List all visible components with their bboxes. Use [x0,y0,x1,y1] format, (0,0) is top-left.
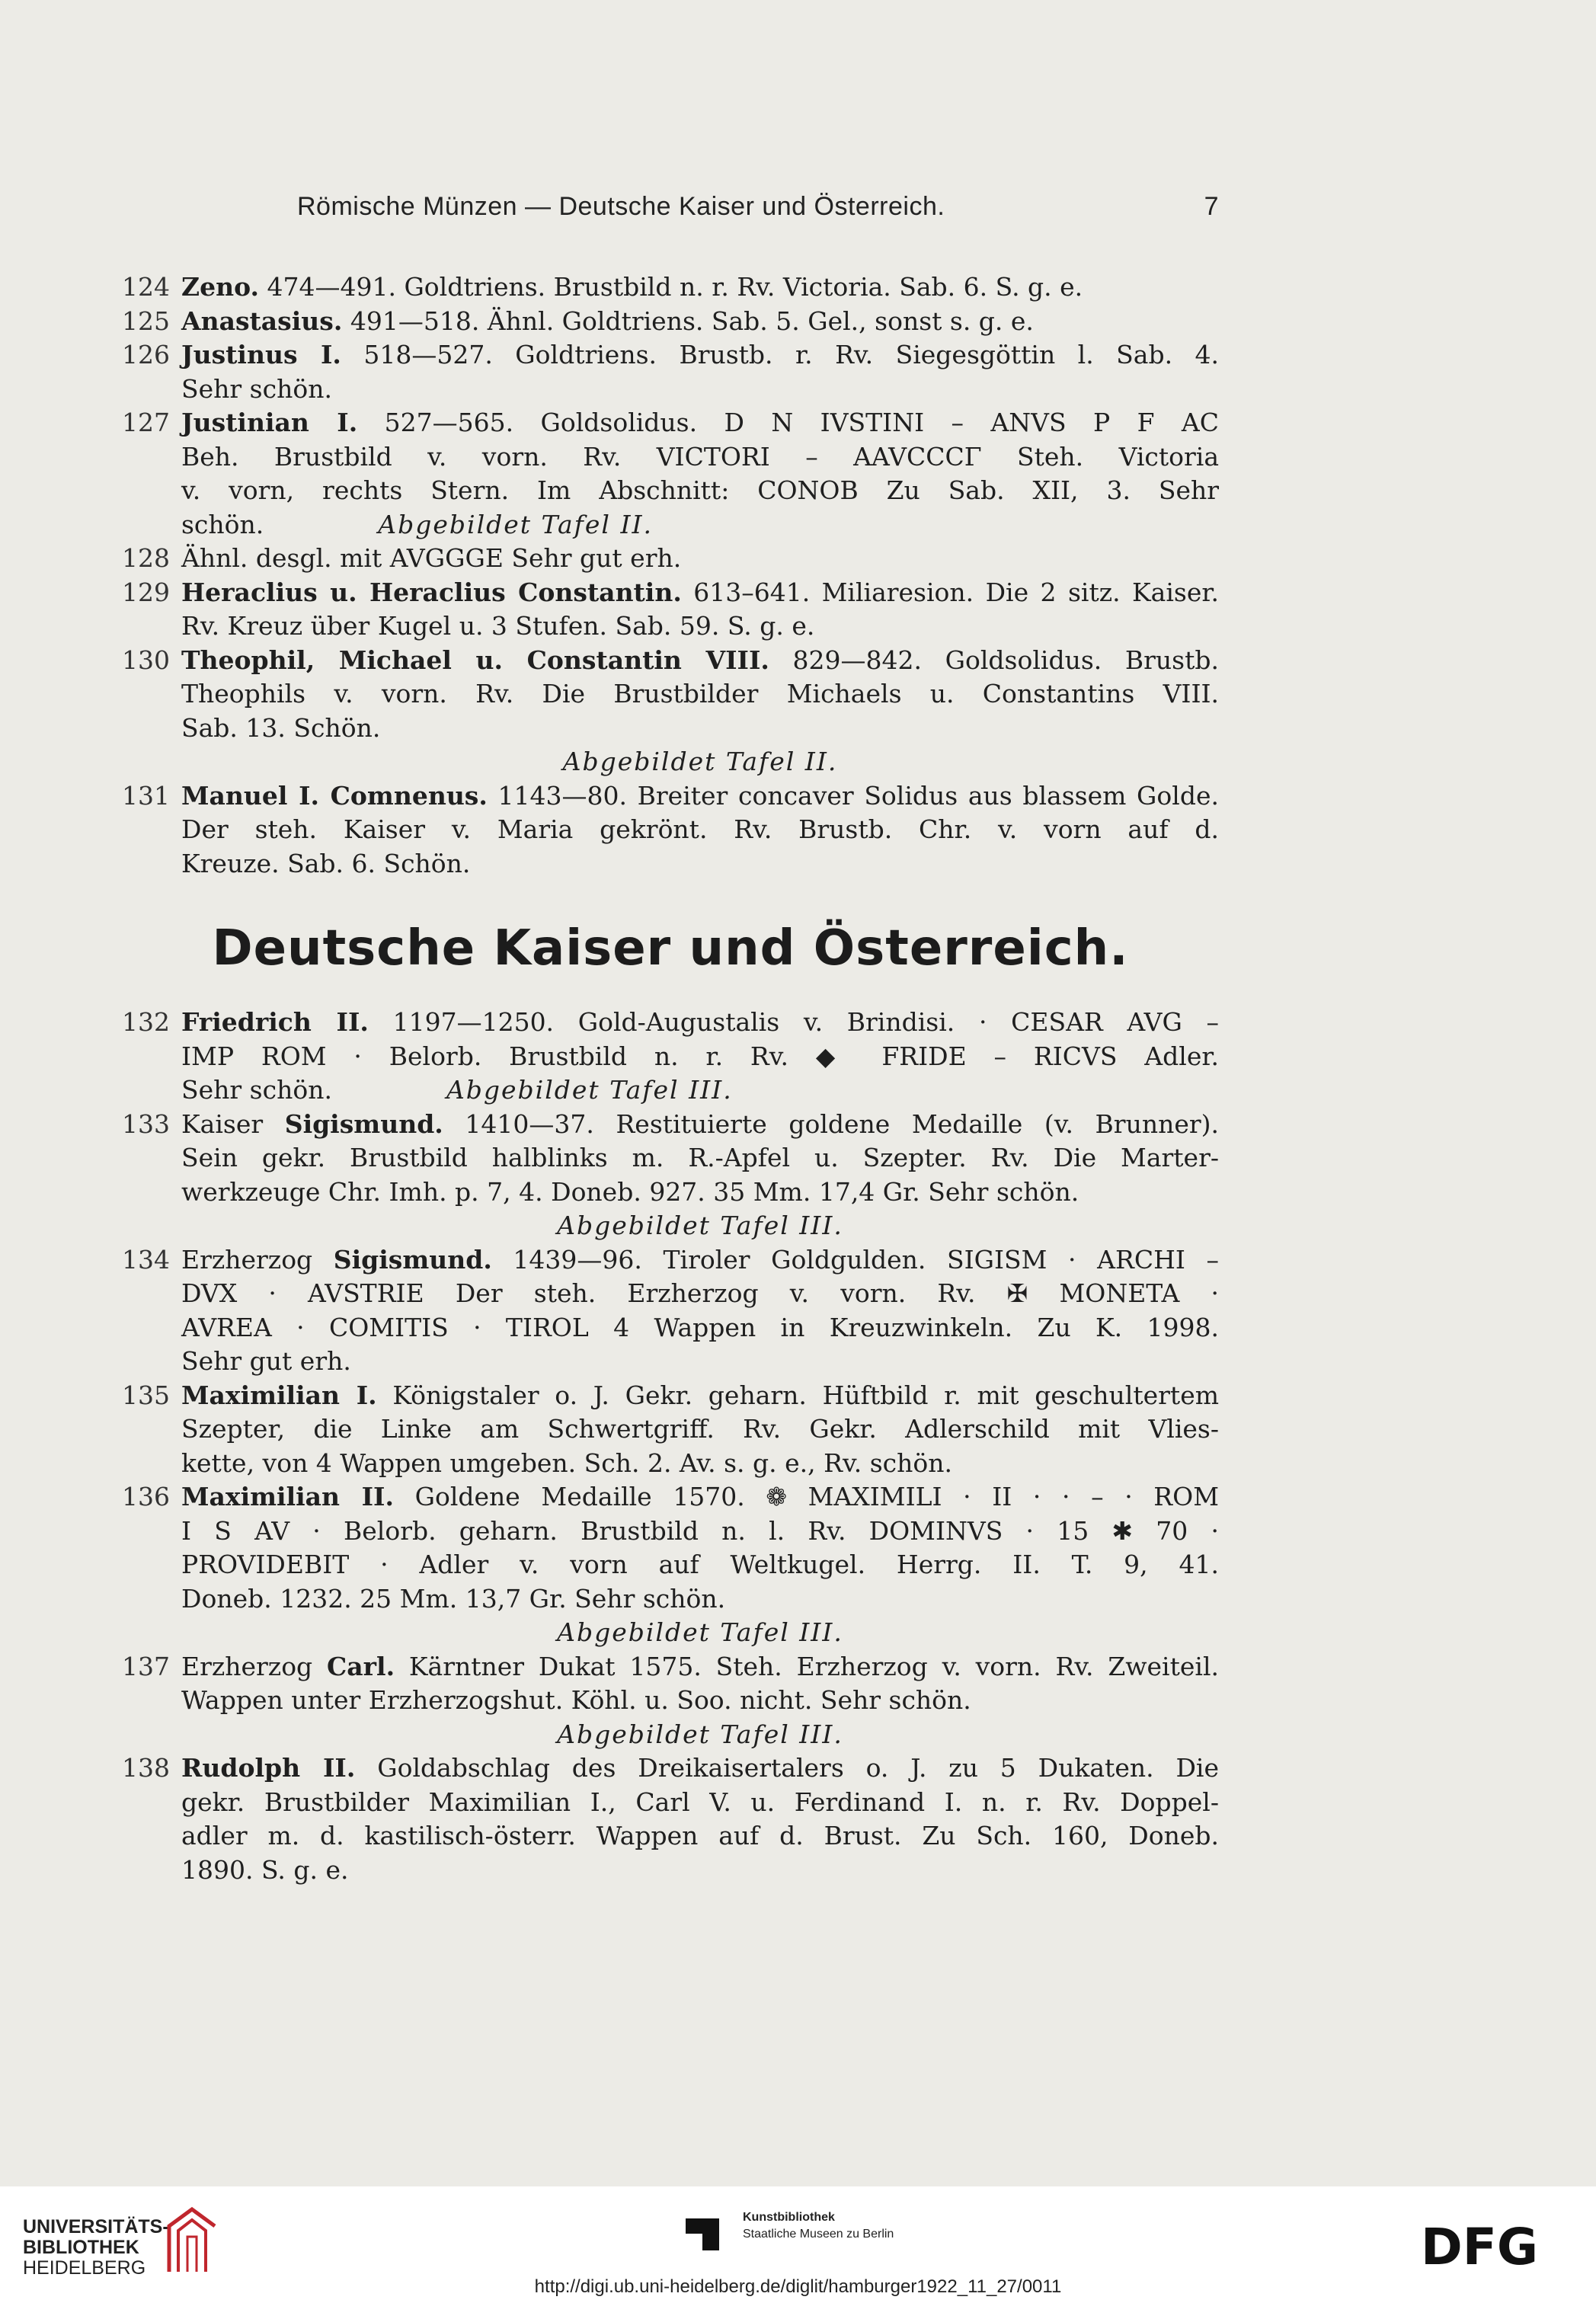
ruler-name: Carl. [327,1651,395,1681]
entry-line [181,440,1219,475]
entry-description [181,1480,1219,1650]
entry-text: Königstaler o. J. Gekr. geharn. Hüftbild r. mit geschultertem [376,1380,1220,1410]
entry-line [181,1650,1219,1684]
entry-text: v. vorn, rechts Stern. Im Abschnitt: CONOB Zu Sab. XII, 3. Sehr [181,475,1219,505]
entry-line [181,1345,1219,1379]
catalogue-entry [122,1108,1219,1243]
catalogue-entry [122,779,1219,881]
dfg-logo-text: DFG [1421,2223,1539,2269]
ub-heidelberg-logo-icon [162,2203,222,2276]
ub-line-2: BIBLIOTHEK [23,2237,139,2258]
entry-text: Goldene Medaille 1570. ❁ MAXIMILI · II · · – · ROM [393,1482,1219,1511]
plate-reference: Abgebildet Tafel III. [557,1211,843,1240]
catalogue-entry [122,1650,1219,1752]
entry-text: Sehr gut erh. [181,1346,351,1376]
catalogue-entry [122,1751,1219,1887]
entry-text: 1197—1250. Gold-Augustalis v. Brindisi. · CESAR AVG – [368,1007,1219,1037]
entry-text: kette, von 4 Wappen umgeben. Sch. 2. Av. s. g. e., Rv. schön. [181,1447,952,1478]
ruler-name: Sigismund. [333,1244,492,1275]
entry-text: Kärntner Dukat 1575. Steh. Erzherzog v. vorn. Rv. Zweiteil. [395,1651,1220,1681]
entry-line [181,508,1219,542]
catalogue-entry [122,1006,1219,1108]
entry-text: Wappen unter Erzherzogshut. Köhl. u. Soo. nicht. Sehr schön. [181,1685,971,1715]
entry-text: Sab. 13. Schön. [181,712,381,743]
entry-description [181,644,1219,779]
running-header [297,192,1219,222]
entry-number: 133 [122,1108,170,1139]
entry-line [181,1006,1219,1040]
entry-number: 136 [122,1482,170,1511]
entry-text: Rv. Kreuz über Kugel u. 3 Stufen. Sab. 59. S. g. e. [181,611,815,641]
entry-line [181,609,1219,644]
ruler-name: Anastasius. [181,305,343,336]
entry-text: Beh. Brustbild v. vorn. Rv. VICTORI – AAVCCCΓ Steh. Victoria [181,441,1219,472]
entry-text: AVREA · COMITIS · TIROL 4 Wappen in Kreuzwinkeln. Zu K. 1998. [181,1312,1219,1342]
entry-number: 124 [122,272,170,302]
entry-line [181,1751,1219,1786]
ruler-name: Manuel I. Comnenus. [181,780,488,811]
entry-text: gekr. Brustbilder Maximilian I., Carl V. u. Ferdinand I. n. r. Rv. Doppel- [181,1786,1219,1817]
entry-line [181,1819,1219,1854]
entry-line [181,1073,1219,1108]
entry-line [181,373,1219,407]
catalogue-entry [122,270,1219,305]
entry-text: Erzherzog [181,1651,328,1681]
entry-line [181,474,1219,508]
entry-line [181,847,1219,881]
entry-text: 527—565. Goldsolidus. D N IVSTINI – ANVS P F AC [357,408,1219,437]
catalogue-entry [122,1379,1219,1481]
entry-text: 1143—80. Breiter concaver Solidus aus blassem Golde. [487,780,1219,811]
entry-number: 135 [122,1380,170,1410]
entry-line [181,1379,1219,1413]
plate-reference: Abgebildet Tafel II. [378,509,653,539]
catalogue-entry [122,305,1219,339]
dfg-logo-icon [1421,2223,1573,2269]
entry-text: 1439—96. Tiroler Goldgulden. SIGISM · ARCHI – [491,1244,1219,1275]
entry-text: I S AV · Belorb. geharn. Brustbild n. l. Rv. DOMINVS · 15 ✱ 70 · [181,1515,1219,1546]
catalogue-entry [122,542,1219,576]
entry-line [181,1277,1219,1311]
entry-text: Der steh. Kaiser v. Maria gekrönt. Rv. Brustb. Chr. v. vorn auf d. [181,814,1219,844]
ruler-name: Maximilian II. [181,1482,394,1511]
entry-line [181,677,1219,712]
entry-number: 129 [122,577,170,607]
entry-line [181,1175,1219,1210]
catalogue-entry [122,644,1219,779]
entry-text: Theophils v. vorn. Rv. Die Brustbilder Michaels u. Constantins VIII. [181,679,1219,708]
ub-heidelberg-logo-text [23,2217,169,2279]
entry-number: 126 [122,340,170,369]
ruler-name: Friedrich II. [181,1007,369,1037]
entry-number: 127 [122,408,170,437]
entry-text: werkzeuge Chr. Imh. p. 7, 4. Doneb. 927. 35 Mm. 17,4 Gr. Sehr schön. [181,1176,1079,1207]
ruler-name: Heraclius u. Heraclius Constantin. [181,577,682,607]
page-number: 7 [1204,192,1219,221]
entry-line [181,1786,1219,1820]
plate-reference: Abgebildet Tafel III. [557,1617,843,1647]
ub-line-1: UNIVERSITÄTS- [23,2216,169,2237]
entry-number: 128 [122,543,170,573]
entry-text: 518—527. Goldtriens. Brustb. r. Rv. Siegesgöttin l. Sab. 4. [341,340,1219,369]
entry-text: Erzherzog [181,1244,334,1275]
plate-reference: Abgebildet Tafel III. [557,1719,843,1749]
ub-line-3: HEIDELBERG [23,2257,146,2279]
entry-description [181,1379,1219,1481]
entry-text: Sein gekr. Brustbild halblinks m. R.-Apfel u. Szepter. Rv. Die Marter- [181,1143,1219,1172]
entry-text: Sehr schön. [181,373,332,404]
entry-line [181,1447,1219,1481]
plate-reference: Abgebildet Tafel III. [446,1075,733,1105]
catalogue-entry [122,338,1219,406]
entry-description [181,1006,1219,1108]
entry-number: 125 [122,305,170,336]
entry-description [181,270,1219,305]
entry-line [181,305,1219,339]
entry-line [181,1108,1219,1142]
entry-description [181,576,1219,644]
entry-number: 130 [122,645,170,675]
catalogue-entry [122,1480,1219,1650]
entry-description [181,1243,1219,1379]
ruler-name: Justinus I. [181,340,341,369]
entry-line [181,712,1219,746]
entry-line [181,1141,1219,1175]
kb-line-2: Staatliche Museen zu Berlin [743,2228,894,2241]
entry-description [181,542,1219,576]
entry-line [181,576,1219,610]
entry-text: Kaiser [181,1108,285,1139]
entry-description [181,1650,1219,1752]
entry-number: 134 [122,1244,170,1275]
entry-line [181,1515,1219,1549]
kunstbibliothek-logo-icon [680,2211,725,2257]
entry-line [181,1412,1219,1447]
entry-text: 829—842. Goldsolidus. Brustb. [769,645,1219,675]
entry-text: Szepter, die Linke am Schwertgriff. Rv. Gekr. Adlerschild mit Vlies- [181,1414,1219,1444]
entry-line [181,1684,1219,1718]
ruler-name: Maximilian I. [181,1380,377,1410]
catalogue-entry [122,406,1219,542]
section-heading: Deutsche Kaiser und Österreich. [212,920,1129,977]
entry-line [181,542,1219,576]
ruler-name: Rudolph II. [181,1753,356,1783]
entry-description [181,1751,1219,1887]
entry-text: adler m. d. kastilisch-österr. Wappen auf d. Brust. Zu Sch. 160, Doneb. [181,1821,1219,1850]
entry-text: 491—518. Ähnl. Goldtriens. Sab. 5. Gel., sonst s. g. e. [342,305,1034,336]
entry-line [181,644,1219,678]
entry-number: 131 [122,780,170,811]
catalogue-entry [122,1243,1219,1379]
entry-text: DVX · AVSTRIE Der steh. Erzherzog v. vorn. Rv. ✠ MONETA · [181,1278,1219,1308]
entry-number: 132 [122,1007,170,1037]
entry-line [181,779,1219,814]
entry-text: Sehr schön. [181,1075,332,1105]
catalogue-entries-roman [122,270,1219,881]
entry-text: 1890. S. g. e. [181,1854,349,1885]
kb-line-1: Kunstbibliothek [743,2211,835,2224]
ruler-name: Theophil, Michael u. Constantin VIII. [181,645,769,675]
ruler-name: Justinian I. [181,408,358,437]
ruler-name: Sigismund. [284,1108,443,1139]
catalogue-entries-german [122,1006,1219,1887]
entry-line [181,813,1219,847]
entry-description [181,779,1219,881]
entry-line [181,1311,1219,1345]
catalogue-entry [122,576,1219,644]
entry-line [181,1582,1219,1617]
entry-text: Ähnl. desgl. mit AVGGGE Sehr gut erh. [181,543,682,573]
entry-number: 137 [122,1651,170,1681]
running-title: Römische Münzen — Deutsche Kaiser und Österreich. [297,192,945,221]
plate-reference: Abgebildet Tafel II. [562,747,838,776]
entry-description [181,305,1219,339]
entry-line [181,270,1219,305]
entry-text: 613–641. Miliaresion. Die 2 sitz. Kaiser. [681,577,1219,607]
entry-text: schön. [181,509,264,539]
entry-description [181,1108,1219,1243]
entry-text: Doneb. 1232. 25 Mm. 13,7 Gr. Sehr schön. [181,1583,726,1614]
entry-line [181,1480,1219,1515]
page-url[interactable]: http://digi.ub.uni-heidelberg.de/diglit/hamburger1922_11_27/0011 [534,2276,1062,2297]
entry-description [181,406,1219,542]
entry-text: 474—491. Goldtriens. Brustbild n. r. Rv. Victoria. Sab. 6. S. g. e. [259,272,1083,302]
entry-line [181,406,1219,440]
entry-line [181,338,1219,373]
kunstbibliothek-logo-text [743,2209,894,2243]
digitization-footer [0,2186,1596,2303]
entry-line [181,1548,1219,1582]
entry-number: 138 [122,1753,170,1783]
entry-line [181,1854,1219,1888]
entry-text: 1410—37. Restituierte goldene Medaille (v. Brunner). [443,1108,1219,1139]
entry-line [181,1040,1219,1074]
entry-text: PROVIDEBIT · Adler v. vorn auf Weltkugel. Herrg. II. T. 9, 41. [181,1550,1219,1579]
entry-line [181,1243,1219,1278]
entry-description [181,338,1219,406]
ruler-name: Zeno. [181,272,259,302]
entry-text: IMP ROM · Belorb. Brustbild n. r. Rv. ◆ FRIDE – RICVS Adler. [181,1041,1219,1071]
entry-text: Kreuze. Sab. 6. Schön. [181,848,471,878]
entry-text: Goldabschlag des Dreikaisertalers o. J. zu 5 Dukaten. Die [355,1753,1219,1783]
